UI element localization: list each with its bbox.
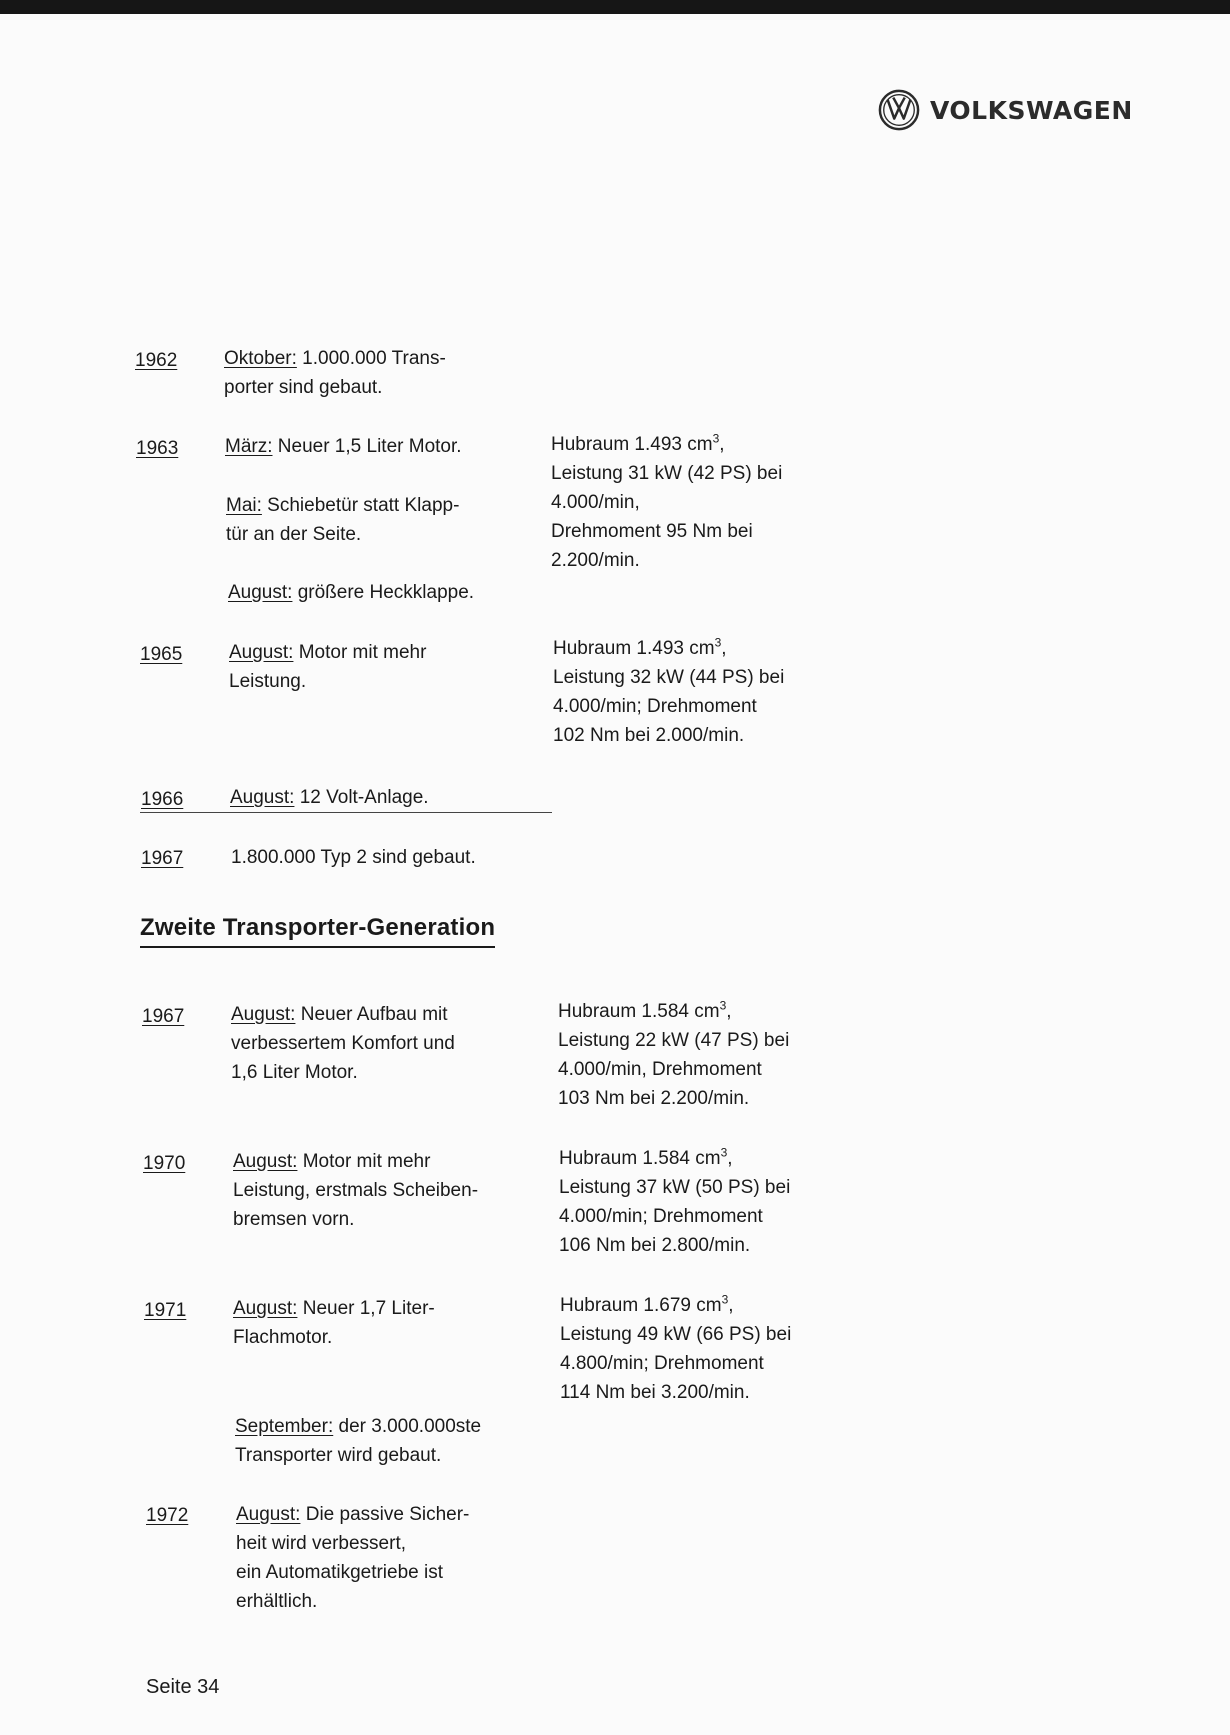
entry-text-1966: August: 12 Volt-Anlage. bbox=[230, 787, 429, 808]
month-label: August: bbox=[229, 642, 294, 663]
month-label: August: bbox=[228, 582, 293, 603]
spec-1967: Hubraum 1.584 $cm^3$, Leistung 22 kW (47 PS) bei 4.000/min, Drehmoment 103 Nm bei 2.200/min. bbox=[558, 998, 790, 1109]
month-label: Mai: bbox=[226, 495, 262, 516]
spec-1963: Hubraum 1.493 $cm^3$, Leistung 31 kW (42 PS) bei 4.000/min, Drehmoment 95 Nm bei 2.200/min. bbox=[551, 431, 783, 571]
month-label: August: bbox=[233, 1298, 298, 1319]
entry-text-1967-august: August: Neuer Aufbau mit verbessertem Komfort und 1,6 Liter Motor. bbox=[231, 1004, 455, 1083]
page-number: Seite 34 bbox=[146, 1676, 220, 1698]
entry-text-1972: August: Die passive Sicher- heit wird verbessert, ein Automatikgetriebe ist erhältlich. bbox=[236, 1504, 470, 1612]
brand-logo bbox=[878, 88, 1133, 132]
entry-text-1962-oktober: Oktober: 1.000.000 Trans- porter sind gebaut. bbox=[224, 348, 446, 398]
section-heading: Zweite Transporter-Generation bbox=[140, 914, 495, 948]
entry-year-1962: 1962 bbox=[135, 350, 178, 371]
entry-text-1963-august: August: größere Heckklappe. bbox=[228, 582, 475, 603]
month-label: August: bbox=[233, 1151, 298, 1172]
entry-year-1965: 1965 bbox=[140, 644, 183, 665]
divider-line bbox=[140, 812, 552, 813]
entry-year-1967-second-generation: 1967 bbox=[142, 1006, 185, 1027]
entry-text-1971-september: September: der 3.000.000ste Transporter wird gebaut. bbox=[235, 1416, 482, 1466]
top-edge-bar bbox=[0, 0, 1230, 14]
spec-1970: Hubraum 1.584 $cm^3$, Leistung 37 kW (50 PS) bei 4.000/min; Drehmoment 106 Nm bei 2.800/min. bbox=[559, 1145, 791, 1256]
month-label: Oktober: bbox=[224, 348, 297, 369]
entry-year-1966: 1966 bbox=[141, 789, 184, 810]
entry-text-1967-milestone: 1.800.000 Typ 2 sind gebaut. bbox=[231, 847, 476, 868]
entry-text-1963-mai: Mai: Schiebetür statt Klapp- tür an der Seite. bbox=[226, 495, 460, 545]
entry-year-1963: 1963 bbox=[136, 438, 179, 459]
month-label: August: bbox=[230, 787, 295, 808]
entry-text-1965: August: Motor mit mehr Leistung. bbox=[229, 642, 427, 692]
entry-text-1971-august: August: Neuer 1,7 Liter- Flachmotor. bbox=[233, 1298, 435, 1348]
month-label: August: bbox=[231, 1004, 296, 1025]
entry-year-1972: 1972 bbox=[146, 1505, 189, 1526]
vw-logo-icon bbox=[878, 89, 920, 131]
brand-name: VOLKSWAGEN bbox=[930, 95, 1133, 125]
entry-text-1970: August: Motor mit mehr Leistung, erstmals Scheiben- bremsen vorn. bbox=[233, 1151, 479, 1230]
month-label: August: bbox=[236, 1504, 301, 1525]
month-label: September: bbox=[235, 1416, 334, 1437]
entry-year-1970: 1970 bbox=[143, 1153, 186, 1174]
entry-year-1971: 1971 bbox=[144, 1300, 187, 1321]
entry-text-1963-maerz: März: Neuer 1,5 Liter Motor. bbox=[225, 436, 462, 457]
entry-year-1967: 1967 bbox=[141, 848, 184, 869]
spec-1965: Hubraum 1.493 $cm^3$, Leistung 32 kW (44 PS) bei 4.000/min; Drehmoment 102 Nm bei 2.000/min. bbox=[553, 635, 785, 746]
month-label: März: bbox=[225, 436, 273, 457]
spec-1971: Hubraum 1.679 $cm^3$, Leistung 49 kW (66 PS) bei 4.800/min; Drehmoment 114 Nm bei 3.200/min. bbox=[560, 1292, 792, 1403]
